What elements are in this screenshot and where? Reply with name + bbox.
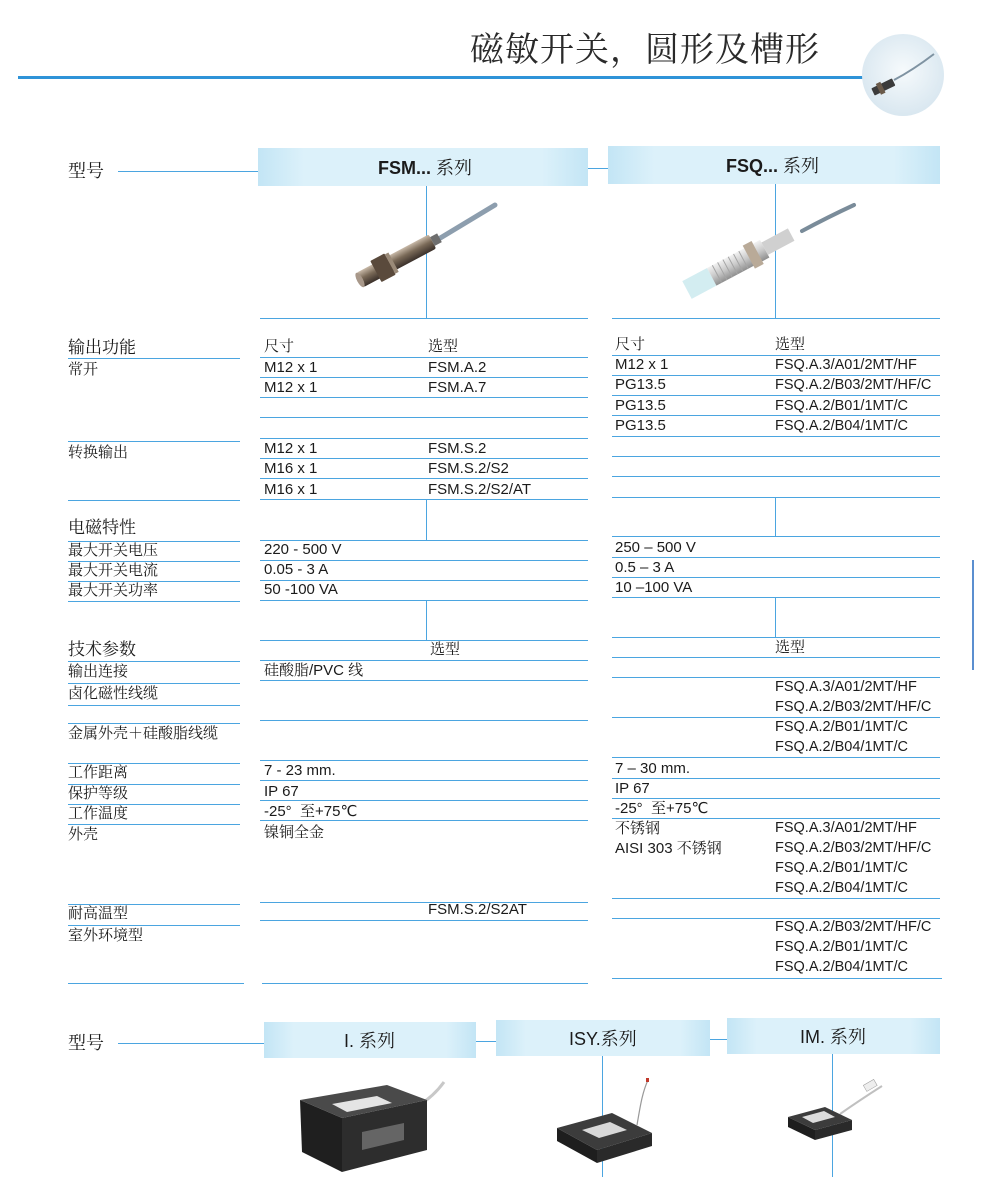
- divider-line: [612, 476, 940, 477]
- divider-line: [612, 757, 940, 758]
- divider-line: [260, 417, 588, 418]
- divider-line: [68, 925, 240, 926]
- row-heading-electromagnetic: 电磁特性: [68, 518, 136, 537]
- divider-line: [260, 760, 588, 761]
- divider-line: [260, 438, 588, 439]
- cell-output-connection: 硅酸脂/PVC 线: [264, 662, 364, 679]
- cell-current: 0.05 - 3 A: [264, 561, 329, 578]
- im-series-sensor-image: [780, 1072, 890, 1152]
- divider-line: [260, 720, 588, 721]
- series-title-fsq: [726, 155, 819, 177]
- divider-line: [260, 397, 588, 398]
- cell-model: FSM.A.2: [428, 359, 487, 376]
- divider-line: [260, 660, 588, 661]
- cell-housing: AISI 303 不锈钢: [615, 840, 722, 857]
- series-title-i: I. 系列: [344, 1031, 396, 1051]
- cell-size: M12 x 1: [264, 359, 318, 376]
- cell-model: FSQ.A.2/B03/2MT/HF/C: [775, 377, 932, 393]
- cell-size: M16 x 1: [264, 481, 318, 498]
- cell-model: FSQ.A.3/A01/2MT/HF: [775, 357, 917, 373]
- cell-current: 0.5 – 3 A: [615, 559, 675, 576]
- row-label-normally-open: 常开: [68, 361, 99, 378]
- divider-line: [612, 536, 940, 537]
- series-code: FSQ...: [726, 156, 779, 176]
- cell-voltage: 220 - 500 V: [264, 541, 342, 558]
- divider-line: [612, 597, 940, 598]
- cell-model: FSM.A.7: [428, 379, 487, 396]
- row-label-protection-class: 保护等级: [68, 785, 129, 802]
- series-title-isy: ISY.系列: [569, 1029, 637, 1049]
- column-divider: [426, 499, 427, 540]
- series-connector-line: [710, 1039, 727, 1040]
- divider-line: [260, 600, 588, 601]
- row-label-output-connection: 输出连接: [68, 663, 129, 680]
- divider-line: [68, 358, 240, 359]
- column-header-model: 选型: [428, 338, 459, 355]
- row-label-max-power: 最大开关功率: [68, 582, 159, 599]
- divider-line: [260, 458, 588, 459]
- cell-model: FSQ.A.2/B04/1MT/C: [775, 418, 908, 434]
- cell-protection: IP 67: [615, 780, 650, 797]
- column-header-model: 选型: [775, 639, 806, 656]
- divider-line: [612, 577, 940, 578]
- divider-line: [612, 456, 940, 457]
- cell-model: FSQ.A.2/B01/1MT/C: [775, 939, 908, 955]
- cell-model: FSM.S.2/S2AT: [428, 901, 527, 918]
- divider-line: [612, 557, 940, 558]
- fsq-sensor-image: [672, 195, 857, 307]
- divider-line: [68, 683, 240, 684]
- series-suffix: 系列: [436, 158, 473, 178]
- divider-line: [68, 661, 240, 662]
- cell-model: FSQ.A.2/B03/2MT/HF/C: [775, 699, 932, 715]
- divider-line: [260, 640, 588, 641]
- column-header-model: 选型: [430, 641, 461, 658]
- series-connector-line: [476, 1041, 496, 1042]
- divider-line: [612, 497, 940, 498]
- cell-power: 50 -100 VA: [264, 581, 338, 598]
- divider-line: [68, 601, 240, 602]
- divider-line: [262, 983, 588, 984]
- row-label-high-temp: 耐高温型: [68, 905, 129, 922]
- cell-model: FSM.S.2/S2/AT: [428, 481, 532, 498]
- column-header-size: 尺寸: [264, 338, 295, 355]
- column-header-size: 尺寸: [615, 336, 646, 353]
- column-header-model: 选型: [775, 336, 806, 353]
- divider-line: [612, 657, 940, 658]
- cell-size: PG13.5: [615, 376, 666, 393]
- cell-temperature: -25° 至+75℃: [264, 803, 358, 820]
- row-label-housing: 外壳: [68, 826, 99, 843]
- divider-line: [260, 902, 588, 903]
- cell-temperature: -25° 至+75℃: [615, 800, 709, 817]
- i-series-sensor-image: [292, 1070, 452, 1175]
- cell-working-distance: 7 – 30 mm.: [615, 760, 691, 777]
- column-divider: [426, 600, 427, 640]
- divider-line: [612, 436, 940, 437]
- row-label-halogenated-cable: 卤化磁性线缆: [68, 685, 159, 702]
- model-label-line: [118, 1043, 264, 1044]
- row-heading-technical: 技术参数: [68, 640, 136, 659]
- cell-size: PG13.5: [615, 417, 666, 434]
- cell-model: FSQ.A.3/A01/2MT/HF: [775, 820, 917, 836]
- row-label-operating-temperature: 工作温度: [68, 805, 129, 822]
- cell-protection: IP 67: [264, 783, 299, 800]
- divider-line: [260, 780, 588, 781]
- divider-line: [612, 637, 940, 638]
- divider-line: [260, 377, 588, 378]
- cell-model: FSQ.A.2/B03/2MT/HF/C: [775, 840, 932, 856]
- divider-line: [612, 798, 940, 799]
- series-connector-line: [588, 168, 608, 169]
- divider-line: [68, 441, 240, 442]
- cell-size: M16 x 1: [264, 460, 318, 477]
- cell-model: FSQ.A.2/B04/1MT/C: [775, 959, 908, 975]
- divider-line: [260, 499, 588, 500]
- divider-line: [68, 824, 240, 825]
- model-label: 型号: [68, 1033, 104, 1053]
- cell-voltage: 250 – 500 V: [615, 539, 696, 556]
- cell-model: FSM.S.2/S2: [428, 460, 509, 477]
- row-label-max-current: 最大开关电流: [68, 562, 159, 579]
- cell-size: M12 x 1: [264, 440, 318, 457]
- divider-line: [260, 478, 588, 479]
- cell-model: FSQ.A.2/B01/1MT/C: [775, 398, 908, 414]
- cell-model: FSQ.A.3/A01/2MT/HF: [775, 679, 917, 695]
- cell-model: FSQ.A.2/B01/1MT/C: [775, 860, 908, 876]
- divider-line: [260, 680, 588, 681]
- row-heading-output-function: 输出功能: [68, 338, 136, 357]
- cell-housing: 不锈钢: [615, 820, 661, 837]
- divider-line: [260, 920, 588, 921]
- divider-line: [260, 318, 588, 319]
- divider-line: [612, 318, 940, 319]
- cell-model: FSQ.A.2/B04/1MT/C: [775, 739, 908, 755]
- divider-line: [68, 723, 240, 724]
- cell-model: FSM.S.2: [428, 440, 487, 457]
- cell-model: FSQ.A.2/B01/1MT/C: [775, 719, 908, 735]
- page-title: 磁敏开关，圆形及槽形: [470, 31, 820, 69]
- divider-line: [612, 778, 940, 779]
- margin-mark: [972, 560, 974, 670]
- row-label-outdoor: 室外环境型: [68, 927, 144, 944]
- row-label-metal-housing-cable: 金属外壳＋硅酸脂线缆: [68, 725, 219, 742]
- divider-line: [260, 357, 588, 358]
- divider-line: [612, 978, 942, 979]
- divider-line: [612, 898, 940, 899]
- divider-line: [68, 500, 240, 501]
- cell-size: PG13.5: [615, 397, 666, 414]
- isy-series-sensor-image: [552, 1078, 657, 1170]
- divider-line: [612, 395, 940, 396]
- fsm-sensor-image: [345, 195, 500, 300]
- column-divider: [775, 497, 776, 536]
- series-code: FSM...: [378, 158, 431, 178]
- cell-working-distance: 7 - 23 mm.: [264, 762, 336, 779]
- cell-size: M12 x 1: [615, 356, 669, 373]
- column-divider: [775, 597, 776, 637]
- series-title-im: IM. 系列: [800, 1027, 866, 1047]
- divider-line: [68, 983, 244, 984]
- series-title-fsm: [378, 157, 472, 179]
- header-rule: [18, 76, 866, 79]
- divider-line: [68, 705, 240, 706]
- row-label-changeover: 转换输出: [68, 444, 129, 461]
- model-label: 型号: [68, 161, 104, 181]
- cell-housing: 镍铜全金: [264, 824, 325, 841]
- divider-line: [260, 800, 588, 801]
- cell-model: FSQ.A.2/B03/2MT/HF/C: [775, 919, 932, 935]
- row-label-working-distance: 工作距离: [68, 764, 129, 781]
- cell-model: FSQ.A.2/B04/1MT/C: [775, 880, 908, 896]
- cell-power: 10 –100 VA: [615, 579, 693, 596]
- divider-line: [612, 415, 940, 416]
- model-label-line: [118, 171, 258, 172]
- round-sensor-icon: [858, 32, 948, 118]
- cell-size: M12 x 1: [264, 379, 318, 396]
- row-label-max-voltage: 最大开关电压: [68, 542, 159, 559]
- series-suffix: 系列: [783, 156, 820, 176]
